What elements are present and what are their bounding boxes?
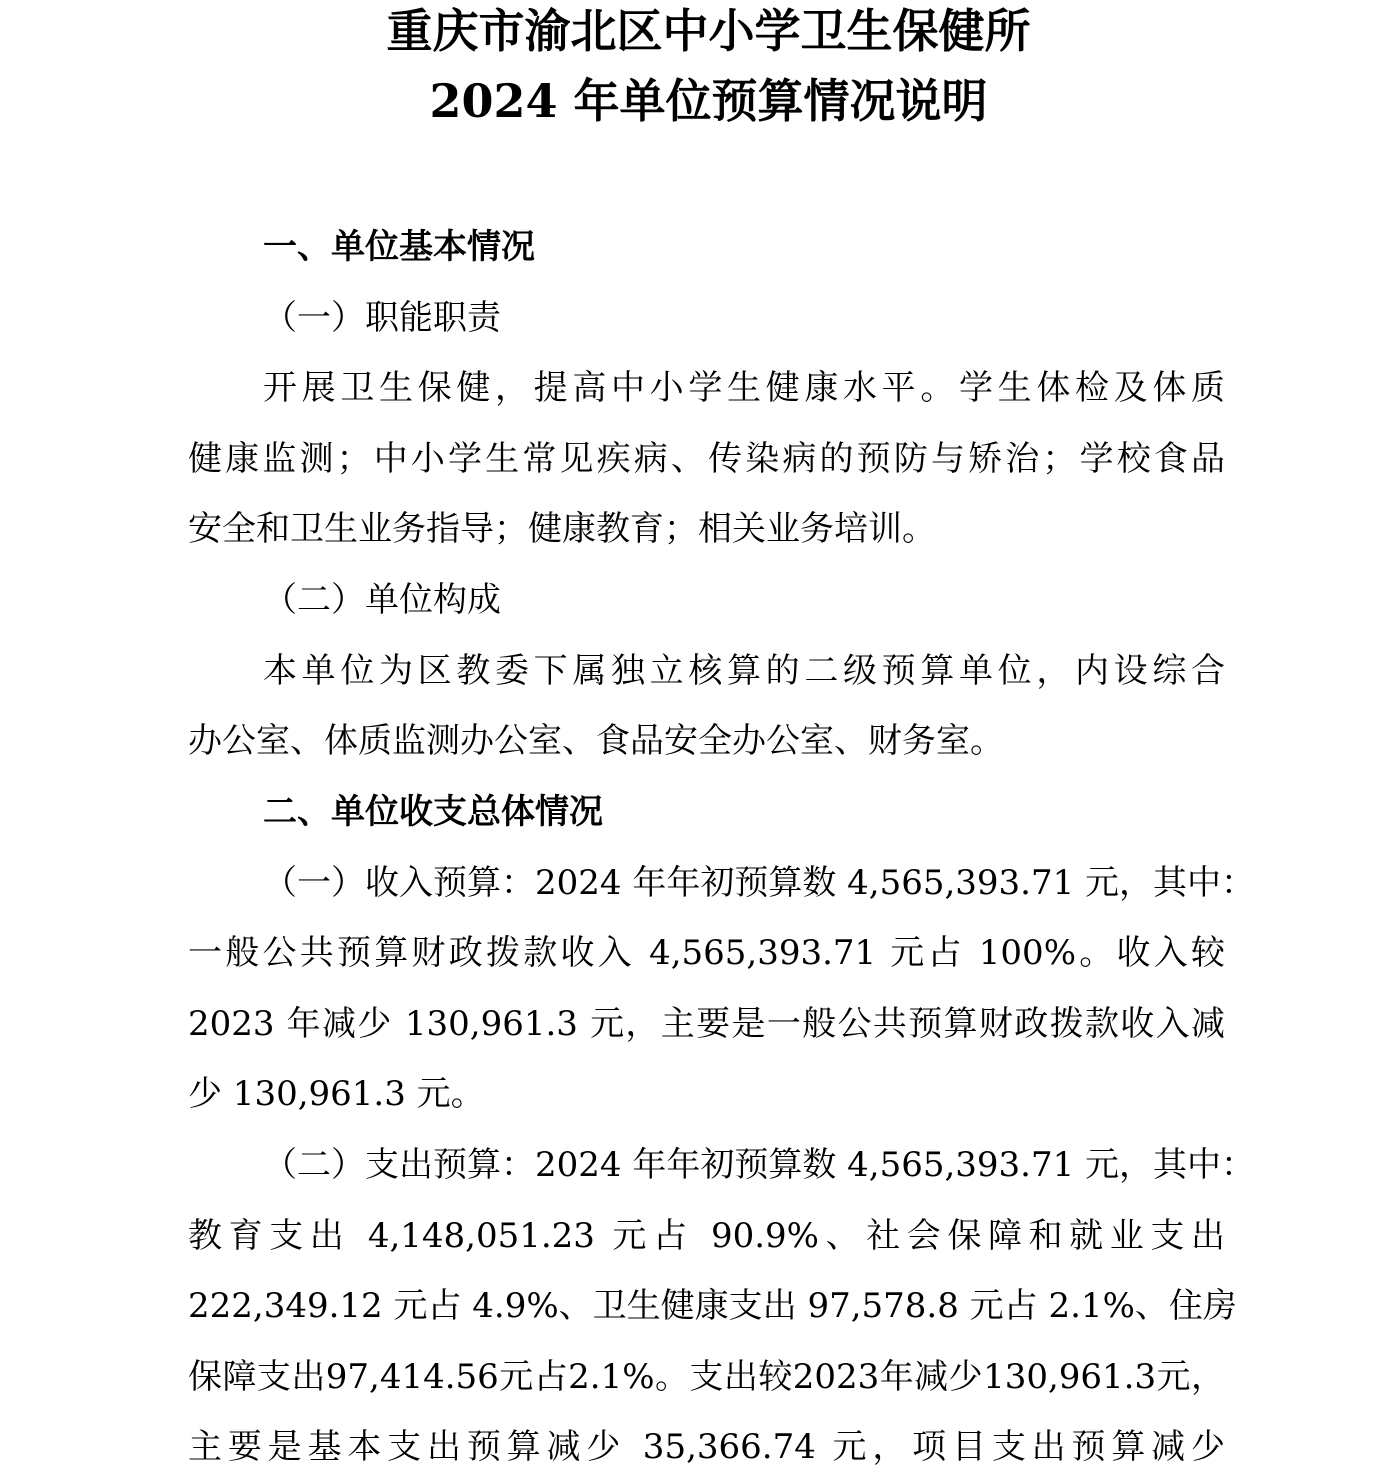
paragraph-line: 办公室、体质监测办公室、食品安全办公室、财务室。	[188, 721, 1004, 761]
paragraph-line: 本单位为区教委下属独立核算的二级预算单位，内设综合	[263, 651, 1225, 691]
section-heading-basic-info: 一、单位基本情况	[263, 227, 535, 267]
paragraph-line: 主要是基本支出预算减少 35,366.74 元，项目支出预算减少	[188, 1427, 1225, 1467]
subheading-functions: （一）职能职责	[263, 298, 501, 338]
paragraph-line: （二）支出预算：2024 年年初预算数 4,565,393.71 元，其中：	[263, 1145, 1256, 1185]
paragraph-line: 222,349.12 元占 4.9%、卫生健康支出 97,578.8 元占 2.1%、住房	[188, 1286, 1237, 1326]
document-title-line-2: 2024 年单位预算情况说明	[429, 74, 988, 128]
subheading-composition: （二）单位构成	[263, 580, 501, 620]
paragraph-line: 保障支出97,414.56元占2.1%。支出较2023年减少130,961.3元，	[188, 1357, 1225, 1397]
paragraph-line: 一般公共预算财政拨款收入 4,565,393.71 元占 100%。收入较	[188, 933, 1225, 973]
paragraph-line: 少 130,961.3 元。	[188, 1074, 485, 1114]
section-heading-revenue-expenditure: 二、单位收支总体情况	[263, 792, 603, 832]
paragraph-line: （一）收入预算：2024 年年初预算数 4,565,393.71 元，其中：	[263, 863, 1256, 903]
paragraph-line: 2023 年减少 130,961.3 元，主要是一般公共预算财政拨款收入减	[188, 1004, 1225, 1044]
paragraph-line: 健康监测；中小学生常见疾病、传染病的预防与矫治；学校食品	[188, 439, 1225, 479]
paragraph-line: 教育支出 4,148,051.23 元占 90.9%、社会保障和就业支出	[188, 1216, 1225, 1256]
document-title-line-1: 重庆市渝北区中小学卫生保健所	[386, 4, 1031, 58]
paragraph-line: 安全和卫生业务指导；健康教育；相关业务培训。	[188, 509, 936, 549]
paragraph-line: 开展卫生保健，提高中小学生健康水平。学生体检及体质	[263, 368, 1225, 408]
